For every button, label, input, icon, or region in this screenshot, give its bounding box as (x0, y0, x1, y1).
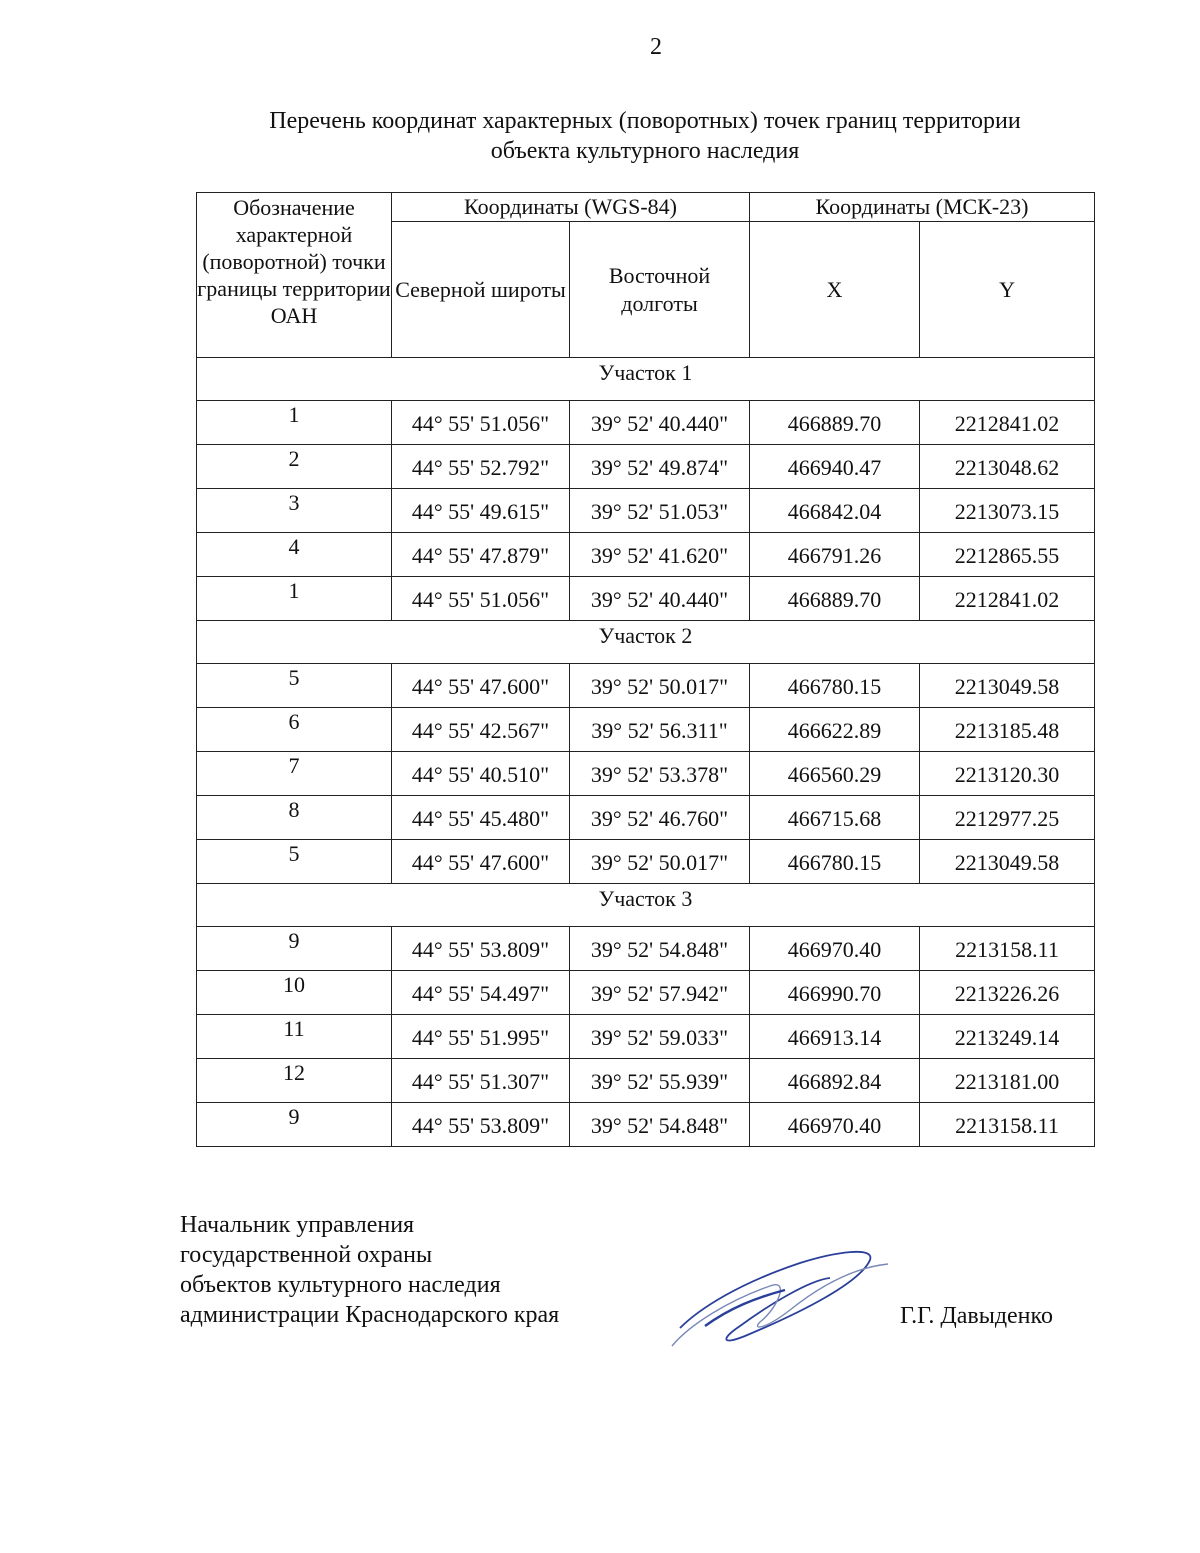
point-number-cell: 9 (197, 1103, 392, 1147)
north-latitude-cell: 44° 55' 47.600" (392, 840, 570, 884)
x-coordinate-cell: 466780.15 (750, 664, 920, 708)
point-number-cell: 6 (197, 708, 392, 752)
table-row (197, 533, 1095, 577)
header-y: Y (920, 222, 1095, 358)
north-latitude-cell: 44° 55' 52.792" (392, 445, 570, 489)
x-coordinate-cell: 466791.26 (750, 533, 920, 577)
x-coordinate-cell: 466889.70 (750, 577, 920, 621)
signer-position-line: объектов культурного наследия (180, 1272, 501, 1298)
signer-name: Г.Г. Давыденко (900, 1303, 1053, 1329)
coordinates-table (196, 192, 1095, 1147)
table-row (197, 1103, 1095, 1147)
north-latitude-cell: 44° 55' 53.809" (392, 1103, 570, 1147)
north-latitude-cell: 44° 55' 40.510" (392, 752, 570, 796)
table-row (197, 401, 1095, 445)
x-coordinate-cell: 466560.29 (750, 752, 920, 796)
title-line-1: Перечень координат характерных (поворотных) точек границ территории (269, 108, 1021, 134)
y-coordinate-cell: 2213249.14 (920, 1015, 1095, 1059)
y-coordinate-cell: 2212977.25 (920, 796, 1095, 840)
y-coordinate-cell: 2213048.62 (920, 445, 1095, 489)
table-row (197, 489, 1095, 533)
point-number-cell: 2 (197, 445, 392, 489)
point-number-cell: 10 (197, 971, 392, 1015)
north-latitude-cell: 44° 55' 42.567" (392, 708, 570, 752)
y-coordinate-cell: 2213185.48 (920, 708, 1095, 752)
east-longitude-cell: 39° 52' 55.939" (570, 1059, 750, 1103)
table-row (197, 664, 1095, 708)
north-latitude-cell: 44° 55' 51.056" (392, 577, 570, 621)
east-longitude-cell: 39° 52' 50.017" (570, 664, 750, 708)
east-longitude-cell: 39° 52' 53.378" (570, 752, 750, 796)
x-coordinate-cell: 466780.15 (750, 840, 920, 884)
x-coordinate-cell: 466990.70 (750, 971, 920, 1015)
table-row (197, 840, 1095, 884)
y-coordinate-cell: 2213181.00 (920, 1059, 1095, 1103)
north-latitude-cell: 44° 55' 49.615" (392, 489, 570, 533)
section-row (197, 358, 1095, 401)
x-coordinate-cell: 466970.40 (750, 1103, 920, 1147)
x-coordinate-cell: 466940.47 (750, 445, 920, 489)
section-row (197, 884, 1095, 927)
page-number: 2 (650, 34, 662, 60)
point-number-cell: 1 (197, 577, 392, 621)
section-title: Участок 1 (197, 358, 1095, 401)
table-row (197, 752, 1095, 796)
east-longitude-cell: 39° 52' 40.440" (570, 577, 750, 621)
east-longitude-cell: 39° 52' 57.942" (570, 971, 750, 1015)
table-row (197, 577, 1095, 621)
table-row (197, 445, 1095, 489)
x-coordinate-cell: 466970.40 (750, 927, 920, 971)
section-title: Участок 2 (197, 621, 1095, 664)
header-east-longitude: Восточной долготы (570, 222, 750, 358)
y-coordinate-cell: 2212865.55 (920, 533, 1095, 577)
table-row (197, 927, 1095, 971)
x-coordinate-cell: 466913.14 (750, 1015, 920, 1059)
north-latitude-cell: 44° 55' 51.056" (392, 401, 570, 445)
east-longitude-cell: 39° 52' 54.848" (570, 927, 750, 971)
north-latitude-cell: 44° 55' 53.809" (392, 927, 570, 971)
x-coordinate-cell: 466715.68 (750, 796, 920, 840)
north-latitude-cell: 44° 55' 47.879" (392, 533, 570, 577)
signer-position-line: администрации Краснодарского края (180, 1302, 560, 1328)
point-number-cell: 1 (197, 401, 392, 445)
x-coordinate-cell: 466622.89 (750, 708, 920, 752)
y-coordinate-cell: 2213226.26 (920, 971, 1095, 1015)
document-title (205, 106, 1085, 166)
table-row (197, 971, 1095, 1015)
signer-position-line: государственной охраны (180, 1242, 433, 1268)
east-longitude-cell: 39° 52' 54.848" (570, 1103, 750, 1147)
point-number-cell: 5 (197, 840, 392, 884)
north-latitude-cell: 44° 55' 45.480" (392, 796, 570, 840)
header-north-latitude: Северной широты (392, 222, 570, 358)
y-coordinate-cell: 2213158.11 (920, 1103, 1095, 1147)
east-longitude-cell: 39° 52' 59.033" (570, 1015, 750, 1059)
point-number-cell: 3 (197, 489, 392, 533)
header-wgs84-group: Координаты (WGS-84) (392, 193, 750, 222)
point-number-cell: 4 (197, 533, 392, 577)
east-longitude-cell: 39° 52' 40.440" (570, 401, 750, 445)
section-title: Участок 3 (197, 884, 1095, 927)
table-row (197, 1059, 1095, 1103)
header-msk23-group: Координаты (МСК-23) (750, 193, 1095, 222)
point-number-cell: 9 (197, 927, 392, 971)
y-coordinate-cell: 2213049.58 (920, 664, 1095, 708)
north-latitude-cell: 44° 55' 47.600" (392, 664, 570, 708)
north-latitude-cell: 44° 55' 54.497" (392, 971, 570, 1015)
north-latitude-cell: 44° 55' 51.995" (392, 1015, 570, 1059)
y-coordinate-cell: 2213049.58 (920, 840, 1095, 884)
y-coordinate-cell: 2212841.02 (920, 401, 1095, 445)
point-number-cell: 5 (197, 664, 392, 708)
title-line-2: объекта культурного наследия (490, 138, 800, 164)
header-x: X (750, 222, 920, 358)
east-longitude-cell: 39° 52' 46.760" (570, 796, 750, 840)
east-longitude-cell: 39° 52' 49.874" (570, 445, 750, 489)
y-coordinate-cell: 2213158.11 (920, 927, 1095, 971)
y-coordinate-cell: 2213073.15 (920, 489, 1095, 533)
north-latitude-cell: 44° 55' 51.307" (392, 1059, 570, 1103)
handwritten-signature (660, 1238, 900, 1358)
point-number-cell: 7 (197, 752, 392, 796)
east-longitude-cell: 39° 52' 51.053" (570, 489, 750, 533)
y-coordinate-cell: 2212841.02 (920, 577, 1095, 621)
signer-position-line: Начальник управления (180, 1212, 415, 1238)
x-coordinate-cell: 466842.04 (750, 489, 920, 533)
table-body (197, 358, 1095, 1147)
east-longitude-cell: 39° 52' 50.017" (570, 840, 750, 884)
point-number-cell: 8 (197, 796, 392, 840)
x-coordinate-cell: 466889.70 (750, 401, 920, 445)
east-longitude-cell: 39° 52' 41.620" (570, 533, 750, 577)
table-row (197, 1015, 1095, 1059)
table-row (197, 796, 1095, 840)
point-number-cell: 11 (197, 1015, 392, 1059)
point-number-cell: 12 (197, 1059, 392, 1103)
table-row (197, 708, 1095, 752)
section-row (197, 621, 1095, 664)
x-coordinate-cell: 466892.84 (750, 1059, 920, 1103)
header-point-designation: Обозначение характерной (поворотной) точки границы территории ОАН (197, 193, 392, 358)
east-longitude-cell: 39° 52' 56.311" (570, 708, 750, 752)
y-coordinate-cell: 2213120.30 (920, 752, 1095, 796)
signer-position (180, 1210, 559, 1330)
